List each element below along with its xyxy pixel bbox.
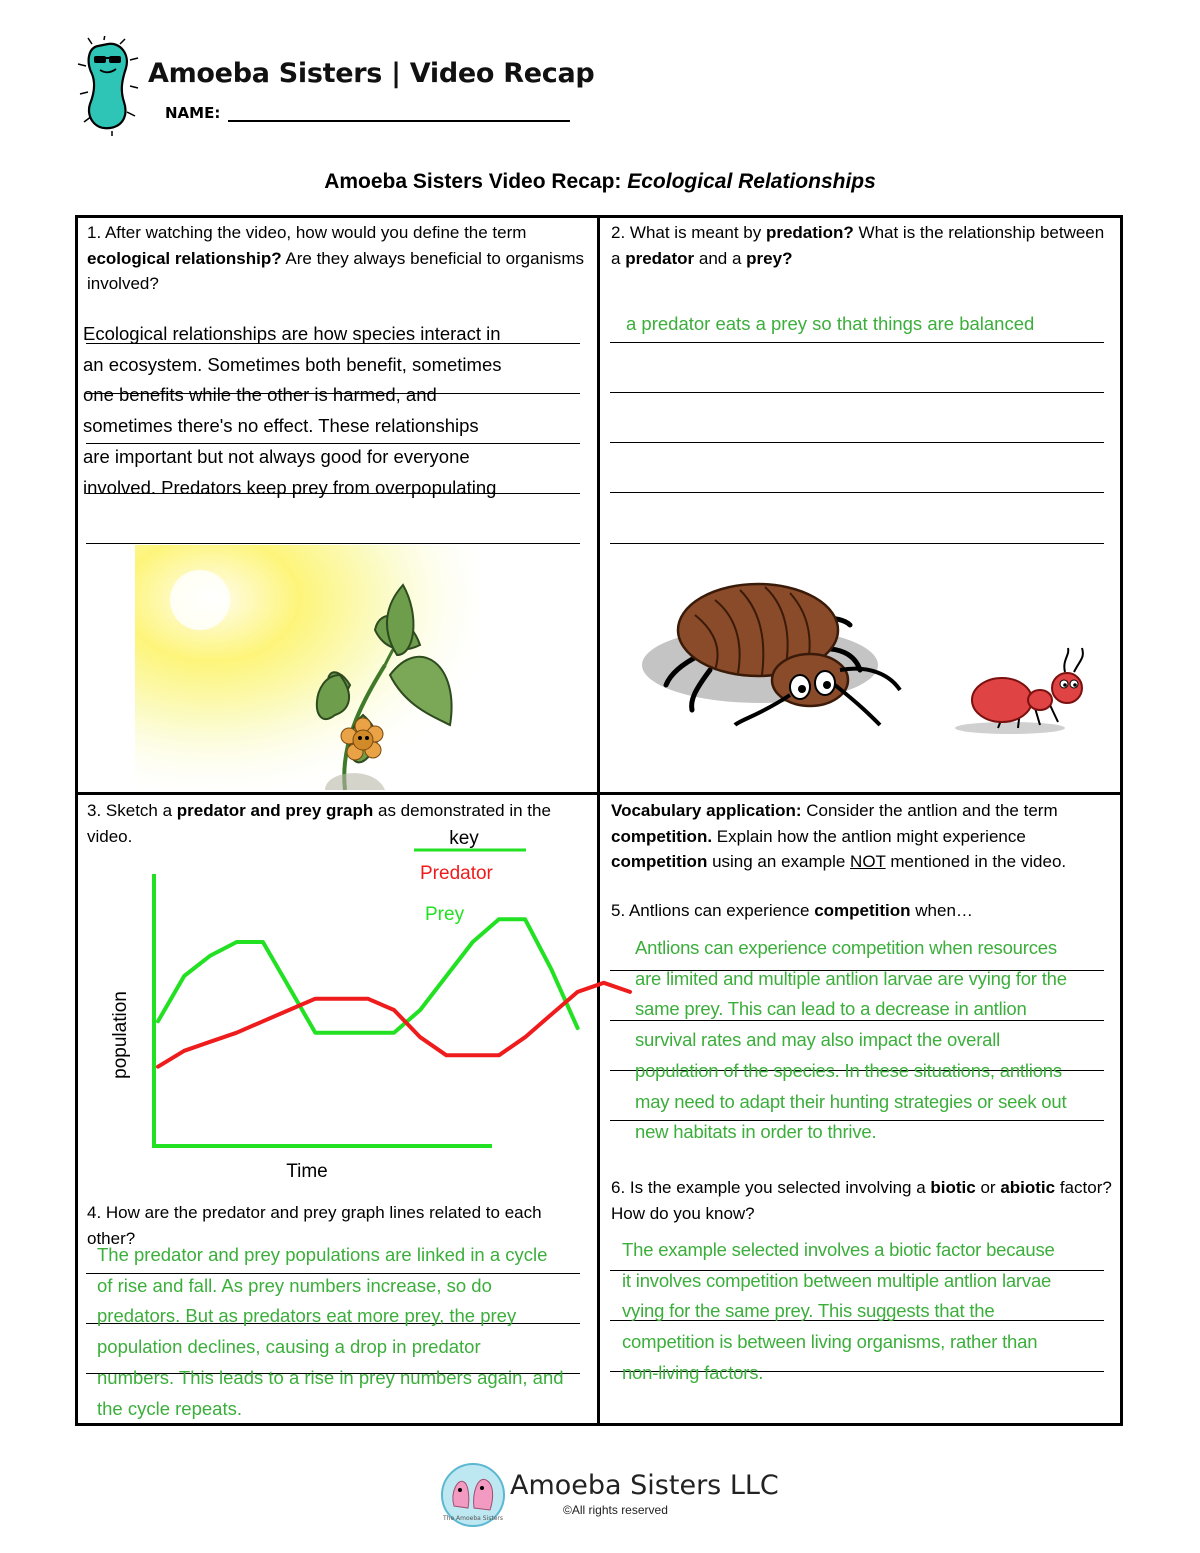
q5-answer[interactable]: Antlions can experience competition when resources are limited and multiple antlion larvae are vying for the same prey. This can lead to a decrease in antlion survival rates and may also impact the overall population of the species. In these situations, antlions may need to adapt their hunting strategies or seek out new habitats in order to thrive. [635,937,1067,1143]
amoeba-sisters-round-logo [440,1462,506,1528]
antlion-and-ant-illustration [640,575,1100,740]
logo-text: The Amoeba Sisters [442,1515,504,1522]
legend-prey-label: Prey [425,904,465,925]
footer-rights: ©All rights reserved [563,1503,668,1517]
q6-prompt: 6. Is the example you selected involving a biotic or abiotic factor? How do you know? [611,1178,1112,1223]
answer-line [86,543,580,544]
answer-line [610,442,1104,443]
x-axis-label: Time [286,1161,328,1182]
answer-line [610,492,1104,493]
q1-answer[interactable]: Ecological relationships are how species interact in an ecosystem. Sometimes both benefit, sometimes one benefits while the other is harmed, and sometimes there's no effect. These relationships are important but not always good for everyone involved. Predators keep prey from overpopulating [83,323,502,498]
q4-prompt: 4. How are the predator and prey graph lines related to each other? [87,1203,542,1248]
answer-line [610,392,1104,393]
q2-prompt: 2. What is meant by predation? What is the relationship between a predator and a prey? [611,223,1105,268]
q1-prompt: 1. After watching the video, how would you define the term ecological relationship? Are they always beneficial to organisms involved? [87,223,584,293]
brand-title: Amoeba Sisters | Video Recap [148,58,595,89]
name-field[interactable] [228,120,570,122]
series-line-prey [158,919,578,1032]
vocab-prompt: Vocabulary application: Consider the antlion and the term competition. Explain how the antlion might experience competition using an example NOT mentioned in the video. [611,801,1067,871]
series-layer [158,919,630,1066]
predator-prey-graph [100,820,640,1200]
graph-key-label: key [449,828,479,849]
name-label: NAME: [165,104,221,122]
answer-line [610,342,1104,343]
y-axis-label: population [110,991,131,1079]
legend-predator-label: Predator [420,863,493,884]
q6-answer[interactable]: The example selected involves a biotic factor because it involves competition between multiple antlion larvae vying for the same prey. This suggests that the competition is between living organisms, rather than non-living factors. [622,1239,1055,1383]
q4-answer[interactable]: The predator and prey populations are linked in a cycle of rise and fall. As prey numbers increase, so do predators. But as predators eat more prey, the prey population declines, causing a drop in predator numbers. This leads to a rise in prey numbers again, and the cycle repeats. [97,1244,564,1419]
q5-prompt: 5. Antlions can experience competition when… [611,901,973,920]
q3-prompt: 3. Sketch a predator and prey graph as demonstrated in the video. [87,801,551,846]
sun-and-plant-illustration [135,545,480,790]
page-title: Amoeba Sisters Video Recap: Ecological Relationships [324,170,876,193]
footer-brand: Amoeba Sisters LLC [510,1470,779,1501]
answer-line [610,543,1104,544]
q2-answer[interactable]: a predator eats a prey so that things are balanced [626,313,1035,334]
grid-divider-horizontal [75,792,1123,795]
amoeba-mascot-logo [72,36,152,136]
series-line-predator [158,983,630,1067]
